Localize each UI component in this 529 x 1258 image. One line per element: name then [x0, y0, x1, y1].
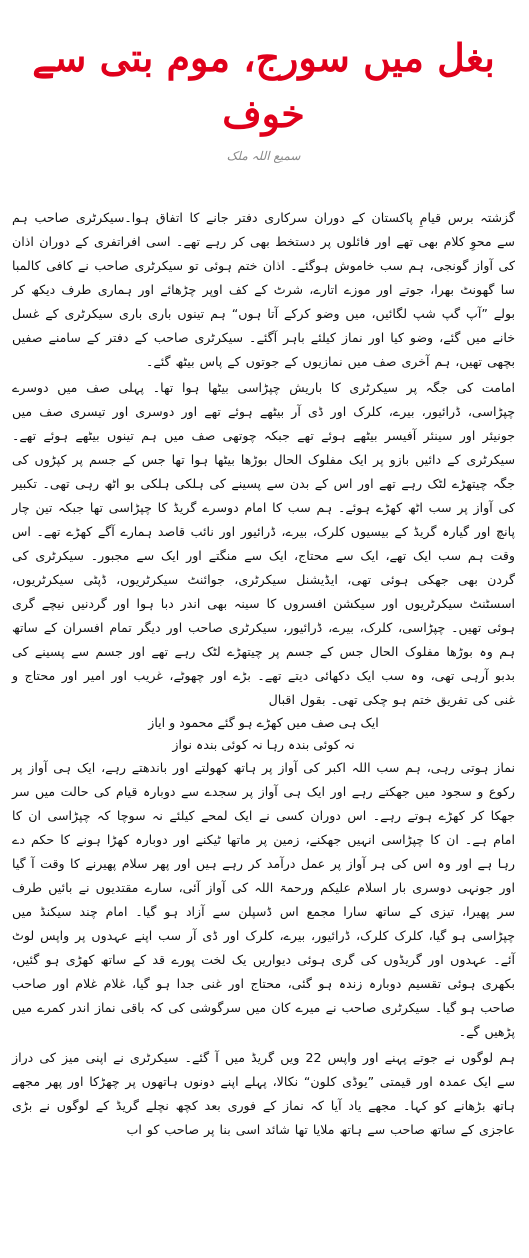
article-title: بغل میں سورج، موم بتی سے خوف: [32, 35, 495, 136]
paragraph-1: گزشتہ برس قیامِ پاکستان کے دوران سرکاری دفتر جانے کا اتفاق ہوا۔سیکرٹری صاحب ہم سے محوِ کلام بھی تھے اور فائلوں پر دستخط بھی کر رہے تھے۔ اسی افراتفری کے دوران اذان کی آواز گونجی، ہم سب خاموش ہوگئے۔ اذان ختم ہوئی تو سیکرٹری صاحب نے کافی کالمبا سا گھونٹ بھرا، جوتے اور موزے اتارے، شرٹ کے کف اوپر چڑھائے اور ہماری طرف دیکھ کر بولے ”آپ گپ شپ لگائیں، میں وضو کرکے آتا ہوں“ ہم تینوں باری باری سیکرٹری کے غسل خانے میں گئے، وضو کیا اور نماز کیلئے باہر آگئے۔ سیکرٹری صاحب کے دفتر کے سامنے صفیں بچھی تھیں، ہم آخری صف میں نمازیوں کے جوتوں کے پاس بیٹھ گئے۔: [12, 210, 515, 369]
paragraph-3: نماز ہوتی رہی، ہم سب اللہ اکبر کی آواز پر ہاتھ کھولتے اور باندھتے رہے، ایک ہی آواز پر رکوع و سجود میں جھکتے رہے اور ایک ہی آواز پر سجدے سے دوبارہ قیام کی حالت میں سر جھکا کر کھڑے ہوتے رہے۔ اس دوران کسی نے ایک لمحے کیلئے نہ سوچا کہ چپڑاسی ان کا امام ہے۔ ان کا چپڑاسی انہیں جھکنے، زمین پر ماتھا ٹیکنے اور دوبارہ کھڑا ہونے کا حکم دے رہا ہے اور وہ اس کی ہر آواز پر عمل درآمد کر رہے ہیں اور پھر سلام پھیرنے کا وقت آ گیا اور جونہی دوسری بار اسلام علیکم ورحمۃ اللہ کی آواز آئی، سارے مقتدیوں نے بائیں طرف سر پھیرا، تیزی کے ساتھ سارا مجمع اس ڈسپلن سے آزاد ہو گیا۔ امام چند سیکنڈ میں چپڑاسی ہو گیا، کلرک کلرک، ڈرائیور، بیرے، کلرک اور ڈی آر سب اپنے عہدوں پر واپس لوٹ آئے۔ عہدوں اور گریڈوں کی گری ہوئی دیواریں یک لخت پورے قد کے ساتھ کھڑی ہو گئیں، بکھری ہوئی تقسیم دوبارہ زندہ ہو گئی، محتاج اور غنی جدا ہو گیا، غلام غلام اور صاحب صاحب ہو گیا۔ سیکرٹری صاحب نے میرے کان میں سرگوشی کی کہ باقی نماز اندر کمرے میں پڑھیں گے۔: [12, 760, 515, 1039]
verse-line-1: ایک ہی صف میں کھڑے ہو گئے محمود و ایاز: [148, 715, 379, 730]
verse-line-2: نہ کوئی بندہ رہا نہ کوئی بندہ نواز: [172, 737, 355, 752]
author-name: سمیع اللہ ملک: [226, 149, 301, 163]
paragraph-4: ہم لوگوں نے جوتے پہنے اور واپس 22 ویں گریڈ میں آ گئے۔ سیکرٹری نے اپنی میز کی دراز سے ایک عمدہ اور قیمتی ”یوڈی کلون“ نکالا، پہلے اپنے دونوں ہاتھوں پر چھڑکا اور پھر مجھے ہاتھ بڑھانے کو کہا۔ مجھے یاد آیا کہ نماز کے فوری بعد کچھ نچلے گریڈ کے لوگوں نے بڑی عاجزی کے ساتھ صاحب سے ہاتھ ملایا تھا شائد اسی بنا پر صاحب کو اب: [12, 1050, 515, 1137]
article-body: [12, 206, 515, 1142]
paragraph-2: امامت کی جگہ پر سیکرٹری کا باریش چپڑاسی بیٹھا ہوا تھا۔ پہلی صف میں دوسرے چپڑاسی، ڈرائیور، بیرے، کلرک اور ڈی آر بیٹھے ہوئے تھے اور دوسری اور تیسری صف میں جونیئر اور سینئر آفیسر بیٹھے ہوئے تھے جبکہ چوتھی صف میں ہم تینوں بیٹھے ہوئے تھے۔ سیکرٹری کے دائیں بازو پر ایک مفلوک الحال بوڑھا بیٹھا ہوا تھا جس کے جسم پر کپڑوں کی جگہ چیتھڑے لٹک رہے تھے اور اس کے بدن سے پسینے کی ہلکی ہلکی بو اٹھ رہی تھی۔ تکبیر کی آواز پر سب اٹھ کھڑے ہوئے۔ ہم سب کا امام دوسرے گریڈ کا چپڑاسی تھا جبکہ تین چار پانچ اور گیارہ گریڈ کے بیسیوں کلرک، بیرے، ڈرائیور اور نائب قاصد ہمارے آگے کھڑے تھے۔ اس وقت ہم سب ایک تھے، ایک سے محتاج، ایک سے منگتے اور ایک سے مجبور۔ سیکرٹری کی گردن بھی جھکی ہوئی تھی، ایڈیشنل سیکرٹری، جوائنٹ سیکرٹریوں، ڈپٹی سیکرٹریوں، اسسٹنٹ سیکرٹریوں اور سیکشن افسروں کا سینہ بھی اندر دبا ہوا اور گردنیں نیچے گری ہوئی تھیں۔ چپڑاسی، کلرک، بیرے، ڈرائیور، سیکرٹری صاحب اور دیگر تمام افسران کے ساتھ ہم وہ بوڑھا مفلوک الحال جس کے جسم پر چیتھڑے لٹک رہے تھے اور جسم سے پسینے کی بدبو آرہی تھی، وہ سب ایک دکھائی دیتے تھے۔ بڑے اور چھوٹے، غریب اور امیر اور محتاج و غنی کی تفریق ختم ہو چکی تھی۔ بقول اقبال: [12, 380, 515, 707]
